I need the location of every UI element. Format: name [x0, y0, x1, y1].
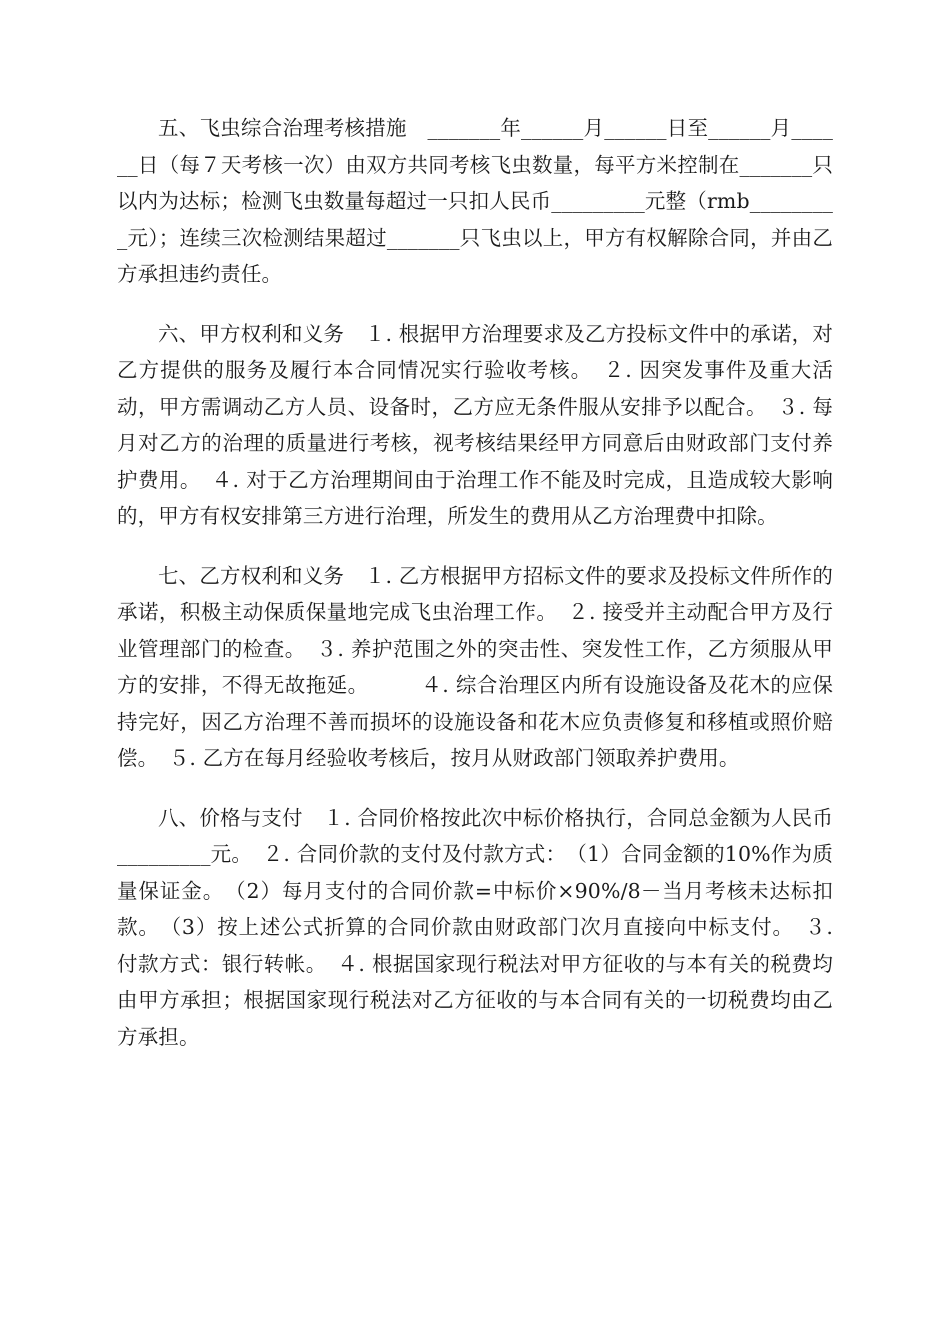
- document-body: [117, 110, 833, 1078]
- clause-5-paragraph: 五、飞虫综合治理考核措施 _______年______月______日至______月______日（每７天考核一次）由双方共同考核飞虫数量，每平方米控制在_______只以内为达标；检测飞虫数量每超过一只扣人民币_________元整（rmb_________元）；连续三次检测结果超过_______只飞虫以上，甲方有权解除合同，并由乙方承担违约责任。: [117, 116, 833, 286]
- clause-6-paragraph: 六、甲方权利和义务 １. 根据甲方治理要求及乙方投标文件中的承诺，对乙方提供的服务及履行本合同情况实行验收考核。 ２. 因突发事件及重大活动，甲方需调动乙方人员、设备时，乙方应无条件服从安排予以配合。 ３. 每月对乙方的治理的质量进行考核，视考核结果经甲方同意后由财政部门支付养护费用。 ４. 对于乙方治理期间由于治理工作不能及时完成，且造成较大影响的，甲方有权安排第三方进行治理，所发生的费用从乙方治理费中扣除。: [117, 321, 833, 528]
- clause-8-paragraph: 八、价格与支付 １. 合同价格按此次中标价格执行，合同总金额为人民币_________元。 ２. 合同价款的支付及付款方式： （1）合同金额的10%作为质量保证金。 （2）每月支付的合同价款=中标价×90%/8－当月考核未达标扣款。 （3）按上述公式折算的合同价款由财政部门次月直接向中标支付。 ３. 付款方式：银行转帐。 ４. 根据国家现行税法对甲方征收的与本有关的税费均由甲方承担；根据国家现行税法对乙方征收的与本合同有关的一切税费均由乙方承担。: [117, 805, 833, 1049]
- clause-7-paragraph: 七、乙方权利和义务 １. 乙方根据甲方招标文件的要求及投标文件所作的承诺，积极主动保质保量地完成飞虫治理工作。 ２. 接受并主动配合甲方及行业管理部门的检查。 ３. 养护范围之外的突击性、突发性工作，乙方须服从甲方的安排，不得无故拖延。 ４. 综合治理区内所有设施设备及花木的应保持完好，因乙方治理不善而损坏的设施设备和花木应负责修复和移植或照价赔偿。 ５. 乙方在每月经验收考核后，按月从财政部门领取养护费用。: [117, 563, 833, 770]
